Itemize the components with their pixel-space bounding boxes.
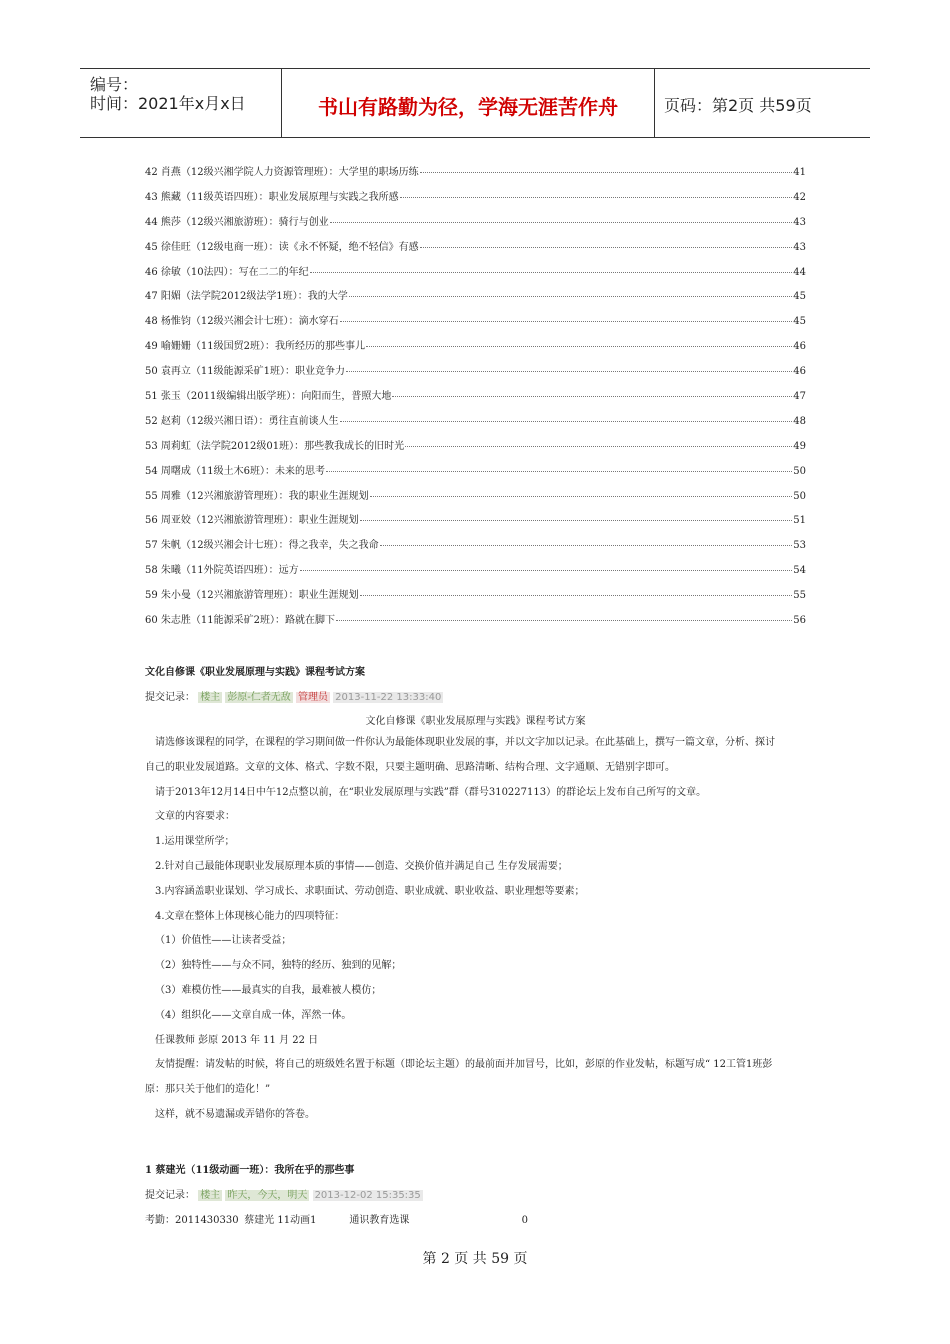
header-left-cell <box>80 69 281 137</box>
toc-entry-title: 52 赵莉（12级兴湘日语）：勇往直前谈人生 <box>145 415 339 427</box>
toc-entry-title: 53 周莉虹（法学院2012级01班）：那些教我成长的旧时光 <box>145 440 405 452</box>
toc-entry-page: 47 <box>793 391 806 403</box>
plan-paragraph: （2）独特性——与众不同，独特的经历、独到的见解； <box>155 960 402 972</box>
toc-entry-title: 59 朱小曼（12兴湘旅游管理班）：职业生涯规划 <box>145 590 359 602</box>
toc-entry[interactable] <box>145 437 806 462</box>
toc-entry[interactable] <box>145 412 806 437</box>
toc-leader-dots <box>360 595 793 596</box>
toc-entry[interactable] <box>145 387 806 412</box>
post-time: 2013-12-02 15:35:35 <box>314 1190 421 1201</box>
toc-leader-dots <box>420 247 793 248</box>
plan-paragraph: 3.内容涵盖职业谋划、学习成长、求职面试、劳动创造、职业成就、职业收益、职业理想等要素； <box>155 885 585 897</box>
toc-entry-title: 54 周曙成（11级土木6班）：未来的思考 <box>145 465 325 477</box>
toc-leader-dots <box>330 222 793 223</box>
plan-paragraph: 2.针对自己最能体现职业发展原理本质的事情——创造、交换价值并满足自己 生存发展需要； <box>155 860 568 872</box>
toc-leader-dots <box>400 197 793 198</box>
page-label: 页码：第2页 共59页 <box>664 96 812 115</box>
toc-entry-page: 50 <box>793 465 806 477</box>
toc-entry-page: 43 <box>793 241 806 253</box>
toc-entry[interactable] <box>145 586 806 611</box>
toc-entry-page: 44 <box>793 266 806 278</box>
toc-leader-dots <box>392 396 792 397</box>
toc-entry[interactable] <box>145 238 806 263</box>
toc-leader-dots <box>340 421 793 422</box>
toc-entry-page: 56 <box>793 615 806 627</box>
submit-label: 提交记录： <box>145 692 195 703</box>
toc-leader-dots <box>326 471 792 472</box>
role-tag: 楼主 <box>200 692 221 703</box>
post-time: 2013-11-22 13:33:40 <box>335 692 442 703</box>
toc-entry-page: 49 <box>793 440 806 452</box>
toc-entry[interactable] <box>145 511 806 536</box>
toc-entry-title: 55 周雅（12兴湘旅游管理班）：我的职业生涯规划 <box>145 490 369 502</box>
toc-entry-title: 49 喻姗姗（11级国贸2班）：我所经历的那些事儿 <box>145 341 365 353</box>
toc-entry[interactable] <box>145 536 806 561</box>
plan-paragraph: 1.运用课堂所学； <box>155 836 235 848</box>
toc-entry-page: 53 <box>793 540 806 552</box>
plan-title: 文化自修课《职业发展原理与实践》课程考试方案 <box>145 667 365 678</box>
page-header <box>80 68 870 138</box>
toc-entry[interactable] <box>145 462 806 487</box>
toc-entry-page: 50 <box>793 490 806 502</box>
toc-entry[interactable] <box>145 487 806 512</box>
page-footer: 第 2 页 共 59 页 <box>422 1251 528 1267</box>
toc-entry-page: 45 <box>793 316 806 328</box>
toc-entry-title: 57 朱帆（12级兴湘会计七班）：得之我幸，失之我命 <box>145 540 379 552</box>
plan-paragraph: 4.文章在整体上体现核心能力的四项特征： <box>155 910 345 922</box>
toc-entry-page: 42 <box>793 191 806 203</box>
toc-entry-title: 60 朱志胜（11能源采矿2班）：路就在脚下 <box>145 615 335 627</box>
toc-entry-title: 46 徐敏（10法四）：写在二二的年纪 <box>145 266 309 278</box>
plan-paragraph: 自己的职业发展道路。文章的文体、格式、字数不限，只要主题明确、思路清晰、结构合理、文字通顺、无错别字即可。 <box>145 761 675 773</box>
toc-leader-dots <box>349 296 793 297</box>
toc-entry-title: 42 肖燕（12级兴湘学院人力资源管理班）：大学里的职场历练 <box>145 167 419 178</box>
header-motto: 书山有路勤为径，学海无涯苦作舟 <box>318 95 618 119</box>
toc-leader-dots <box>310 272 793 273</box>
toc-entry-title: 48 杨惟钧（12级兴湘会计七班）：滴水穿石 <box>145 316 339 328</box>
post-submit-record <box>145 1186 423 1201</box>
toc-entry-page: 41 <box>793 167 806 178</box>
toc-entry-page: 46 <box>793 366 806 378</box>
toc-entry[interactable] <box>145 611 806 636</box>
attendance-id: 考勤：2011430330 <box>145 1215 239 1226</box>
toc-entry-page: 54 <box>793 565 806 577</box>
admin-badge: 管理员 <box>297 692 328 703</box>
toc-entry[interactable] <box>145 263 806 288</box>
number-label: 编号： <box>90 75 139 94</box>
plan-paragraph: （3）难模仿性——最真实的自我，最难被人模仿； <box>155 984 382 996</box>
plan-paragraph: （1）价值性——让读者受益； <box>155 935 292 947</box>
toc-leader-dots <box>405 446 792 447</box>
toc-leader-dots <box>300 570 793 571</box>
plan-paragraph: 原：那只关于他们的造化！” <box>145 1084 271 1096</box>
toc-entry-page: 48 <box>793 415 806 427</box>
toc-entry-title: 45 徐佳旺（12级电商一班）：读《永不怀疑，绝不轻信》有感 <box>145 241 419 253</box>
plan-paragraph: 友情提醒：请发帖的时候，将自己的班级姓名置于标题（即论坛主题）的最前面并加冒号，比如，彭原的作业发帖，标题写成“ 12工管1班彭 <box>155 1059 773 1071</box>
toc-entry-page: 51 <box>793 515 806 527</box>
attendance-score: 0 <box>521 1215 528 1226</box>
toc-leader-dots <box>336 620 792 621</box>
plan-body <box>145 734 806 1131</box>
toc-leader-dots <box>380 545 793 546</box>
toc-leader-dots <box>366 346 792 347</box>
toc-entry-title: 51 张玉（2011级编辑出版学班）：向阳而生，普照大地 <box>145 391 392 403</box>
toc-entry-title: 56 周亚姣（12兴湘旅游管理班）：职业生涯规划 <box>145 515 359 527</box>
header-middle-cell <box>281 69 655 137</box>
post-title: 1 蔡建光（11级动画一班）：我所在乎的那些事 <box>145 1165 355 1176</box>
toc-entry-title: 44 熊莎（12级兴湘旅游班）：骑行与创业 <box>145 216 329 228</box>
toc-entry-title: 43 熊藏（11级英语四班）：职业发展原理与实践之我所感 <box>145 191 399 203</box>
plan-paragraph: 请选修该课程的同学，在课程的学习期间做一件你认为最能体现职业发展的事，并以文字加以记录。在此基础上，撰写一篇文章，分析、探讨 <box>155 737 775 748</box>
toc-entry-page: 45 <box>793 291 806 303</box>
toc-leader-dots <box>420 172 793 173</box>
author-link[interactable]: 昨天，今天，明天 <box>227 1190 308 1201</box>
toc-entry-page: 55 <box>793 590 806 602</box>
author-link[interactable]: 彭原-仁者无敌 <box>227 692 291 703</box>
toc-entry[interactable] <box>145 337 806 362</box>
toc-entry-page: 43 <box>793 216 806 228</box>
submit-label: 提交记录： <box>145 1190 195 1201</box>
toc-entry[interactable] <box>145 163 806 188</box>
attendance-row <box>145 1211 528 1226</box>
toc-entry[interactable] <box>145 188 806 213</box>
plan-paragraph: 这样，就不易遗漏或弄错你的答卷。 <box>155 1108 315 1120</box>
toc-entry[interactable] <box>145 561 806 586</box>
toc-entry[interactable] <box>145 213 806 238</box>
toc-entry-page: 46 <box>793 341 806 353</box>
header-right-cell <box>654 69 870 137</box>
plan-center-title: 文化自修课《职业发展原理与实践》课程考试方案 <box>365 716 586 727</box>
toc-entry-title: 47 阳媚（法学院2012级法学1班）：我的大学 <box>145 291 348 303</box>
role-tag: 楼主 <box>200 1190 221 1201</box>
plan-paragraph: 任课教师 彭原 2013 年 11 月 22 日 <box>155 1034 319 1046</box>
attendance-name-class: 蔡建光 11动画1 <box>244 1215 317 1226</box>
toc-leader-dots <box>340 321 793 322</box>
table-of-contents <box>145 163 806 636</box>
toc-leader-dots <box>346 371 792 372</box>
toc-entry-title: 50 袁再立（11级能源采矿1班）：职业竞争力 <box>145 366 345 378</box>
toc-entry[interactable] <box>145 312 806 337</box>
plan-paragraph: 请于2013年12月14日中午12点整以前，在“职业发展原理与实践”群（群号310227113）的群论坛上发布自己所写的文章。 <box>155 786 707 798</box>
toc-leader-dots <box>370 496 793 497</box>
toc-entry[interactable] <box>145 362 806 387</box>
attendance-course: 通识教育选课 <box>349 1215 410 1226</box>
toc-entry-title: 58 朱曦（11外院英语四班）：远方 <box>145 565 299 577</box>
time-label: 时间：2021年x月x日 <box>90 94 246 113</box>
plan-paragraph: （4）组织化——文章自成一体，浑然一体。 <box>155 1009 352 1021</box>
plan-paragraph: 文章的内容要求： <box>155 811 235 823</box>
plan-submit-record <box>145 688 443 703</box>
toc-entry[interactable] <box>145 287 806 312</box>
toc-leader-dots <box>360 520 793 521</box>
